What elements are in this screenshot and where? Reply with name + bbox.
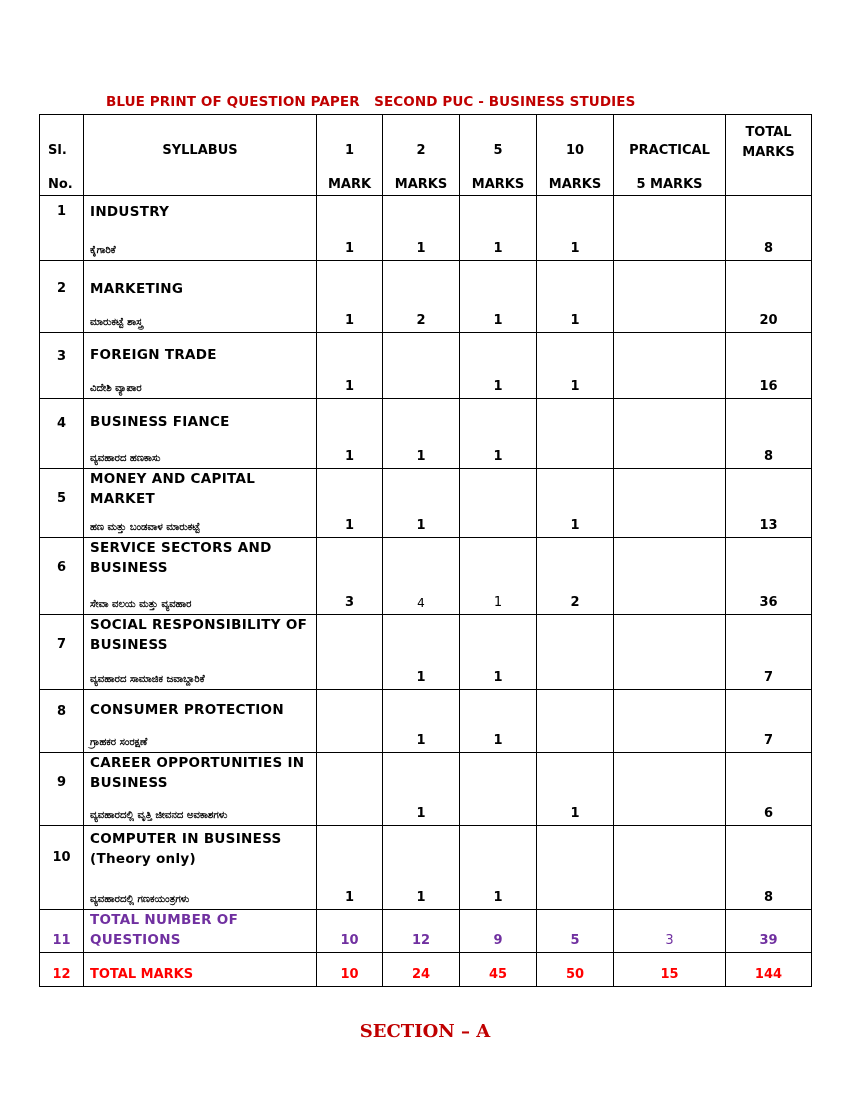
- row-syllabus: MARKETING ಮಾರುಕಟ್ಟೆ ಶಾಸ್ತ್ರ: [84, 261, 317, 333]
- cell-1-mark: 1: [317, 469, 383, 538]
- row-sl: 11: [40, 910, 84, 953]
- cell-practical: [614, 826, 726, 910]
- cell-practical: [614, 753, 726, 826]
- cell-1-mark: 1: [317, 333, 383, 399]
- cell-10-marks: 1: [537, 333, 614, 399]
- row-syllabus: CONSUMER PROTECTION ಗ್ರಾಹಕರ ಸಂರಕ್ಷಣೆ: [84, 690, 317, 753]
- header-sl: [40, 115, 84, 196]
- table-row: [40, 615, 812, 690]
- cell-total: 20: [726, 261, 812, 333]
- row-syllabus: SERVICE SECTORS AND BUSINESS ಸೇವಾ ವಲಯ ಮತ್ತು ವ್ಯವಹಾರ: [84, 538, 317, 615]
- cell-total: 8: [726, 399, 812, 469]
- cell-5-marks: 45: [460, 953, 537, 987]
- cell-2-marks: 1: [383, 690, 460, 753]
- cell-10-marks: 5: [537, 910, 614, 953]
- cell-practical: [614, 690, 726, 753]
- cell-10-marks: [537, 399, 614, 469]
- cell-5-marks: 1: [460, 333, 537, 399]
- cell-1-mark: 1: [317, 261, 383, 333]
- cell-total: 144: [726, 953, 812, 987]
- table-row: [40, 753, 812, 826]
- cell-1-mark: 1: [317, 196, 383, 261]
- row-sl: 6: [40, 538, 84, 615]
- cell-2-marks: 24: [383, 953, 460, 987]
- blueprint-table: [39, 114, 812, 987]
- cell-total: 36: [726, 538, 812, 615]
- table-row: [40, 538, 812, 615]
- cell-1-mark: 10: [317, 953, 383, 987]
- cell-2-marks: 1: [383, 469, 460, 538]
- row-syllabus: BUSINESS FIANCE ವ್ಯವಹಾರದ ಹಣಕಾಸು: [84, 399, 317, 469]
- cell-2-marks: 1: [383, 826, 460, 910]
- cell-total: 7: [726, 690, 812, 753]
- cell-practical: [614, 615, 726, 690]
- cell-1-mark: 1: [317, 399, 383, 469]
- cell-practical: [614, 399, 726, 469]
- cell-10-marks: [537, 615, 614, 690]
- cell-1-mark: 3: [317, 538, 383, 615]
- row-syllabus: FOREIGN TRADE ವಿದೇಶಿ ವ್ಯಾಪಾರ: [84, 333, 317, 399]
- cell-10-marks: 1: [537, 469, 614, 538]
- cell-2-marks: 12: [383, 910, 460, 953]
- row-sl: 10: [40, 826, 84, 910]
- total-marks-label: TOTAL MARKS: [84, 953, 317, 987]
- cell-2-marks: [383, 333, 460, 399]
- header-row: [40, 115, 812, 196]
- cell-5-marks: 1: [460, 826, 537, 910]
- cell-2-marks: 1: [383, 196, 460, 261]
- cell-10-marks: 2: [537, 538, 614, 615]
- header-syllabus: SYLLABUS: [84, 115, 317, 196]
- header-1-mark: 1 MARK: [317, 115, 383, 196]
- total-marks-row: [40, 953, 812, 987]
- header-practical: PRACTICAL 5 MARKS: [614, 115, 726, 196]
- cell-10-marks: 1: [537, 261, 614, 333]
- table-row: [40, 399, 812, 469]
- cell-total: 16: [726, 333, 812, 399]
- cell-5-marks: 9: [460, 910, 537, 953]
- cell-practical: [614, 538, 726, 615]
- row-sl: 5: [40, 469, 84, 538]
- table-row: [40, 690, 812, 753]
- cell-1-mark: 1: [317, 826, 383, 910]
- header-5-marks: 5 MARKS: [460, 115, 537, 196]
- row-syllabus: COMPUTER IN BUSINESS (Theory only) ವ್ಯವಹಾರದಲ್ಲಿ ಗಣಕಯಂತ್ರಗಳು: [84, 826, 317, 910]
- cell-total: 8: [726, 826, 812, 910]
- row-sl: 3: [40, 333, 84, 399]
- cell-5-marks: 1: [460, 538, 537, 615]
- cell-1-mark: [317, 690, 383, 753]
- cell-total: 8: [726, 196, 812, 261]
- header-total-marks: TOTAL MARKS: [726, 115, 812, 196]
- cell-practical: 15: [614, 953, 726, 987]
- cell-5-marks: 1: [460, 196, 537, 261]
- row-sl: 2: [40, 261, 84, 333]
- row-syllabus: MONEY AND CAPITAL MARKET ಹಣ ಮತ್ತು ಬಂಡವಾಳ ಮಾರುಕಟ್ಟೆ: [84, 469, 317, 538]
- cell-5-marks: 1: [460, 615, 537, 690]
- table-row: [40, 261, 812, 333]
- cell-10-marks: 1: [537, 753, 614, 826]
- cell-1-mark: [317, 753, 383, 826]
- cell-practical: [614, 261, 726, 333]
- cell-practical: [614, 469, 726, 538]
- cell-1-mark: 10: [317, 910, 383, 953]
- cell-5-marks: [460, 469, 537, 538]
- cell-total: 39: [726, 910, 812, 953]
- cell-2-marks: 1: [383, 399, 460, 469]
- row-sl: 9: [40, 753, 84, 826]
- table-row: [40, 333, 812, 399]
- cell-10-marks: [537, 690, 614, 753]
- header-sl-line1: Sl.: [48, 143, 67, 158]
- cell-1-mark: [317, 615, 383, 690]
- cell-2-marks: 4: [383, 538, 460, 615]
- cell-10-marks: 1: [537, 196, 614, 261]
- cell-practical: [614, 196, 726, 261]
- cell-total: 13: [726, 469, 812, 538]
- total-questions-row: [40, 910, 812, 953]
- row-sl: 8: [40, 690, 84, 753]
- cell-2-marks: 1: [383, 753, 460, 826]
- row-sl: 7: [40, 615, 84, 690]
- cell-5-marks: 1: [460, 690, 537, 753]
- header-2-marks: 2 MARKS: [383, 115, 460, 196]
- total-questions-label: TOTAL NUMBER OF QUESTIONS: [84, 910, 317, 953]
- table-row: [40, 196, 812, 261]
- header-10-marks: 10 MARKS: [537, 115, 614, 196]
- cell-total: 6: [726, 753, 812, 826]
- row-syllabus: SOCIAL RESPONSIBILITY OF BUSINESS ವ್ಯವಹಾರದ ಸಾಮಾಜಿಕ ಜವಾಬ್ದಾರಿಕೆ: [84, 615, 317, 690]
- row-sl: 4: [40, 399, 84, 469]
- cell-5-marks: 1: [460, 399, 537, 469]
- cell-practical: [614, 333, 726, 399]
- row-sl: 1: [40, 196, 84, 261]
- table-row: [40, 469, 812, 538]
- cell-5-marks: [460, 753, 537, 826]
- section-heading: SECTION – A: [359, 1021, 491, 1042]
- table-row: [40, 826, 812, 910]
- cell-total: 7: [726, 615, 812, 690]
- document-title: BLUE PRINT OF QUESTION PAPER SECOND PUC - BUSINESS STUDIES: [106, 94, 636, 110]
- header-sl-line2: No.: [48, 177, 73, 192]
- cell-5-marks: 1: [460, 261, 537, 333]
- row-syllabus: INDUSTRY ಕೈಗಾರಿಕೆ: [84, 196, 317, 261]
- row-sl: 12: [40, 953, 84, 987]
- cell-10-marks: 50: [537, 953, 614, 987]
- cell-2-marks: 2: [383, 261, 460, 333]
- row-syllabus: CAREER OPPORTUNITIES IN BUSINESS ವ್ಯವಹಾರದಲ್ಲಿ ವೃತ್ತಿ ಜೀವನದ ಅವಕಾಶಗಳು: [84, 753, 317, 826]
- cell-2-marks: 1: [383, 615, 460, 690]
- cell-practical: 3: [614, 910, 726, 953]
- cell-10-marks: [537, 826, 614, 910]
